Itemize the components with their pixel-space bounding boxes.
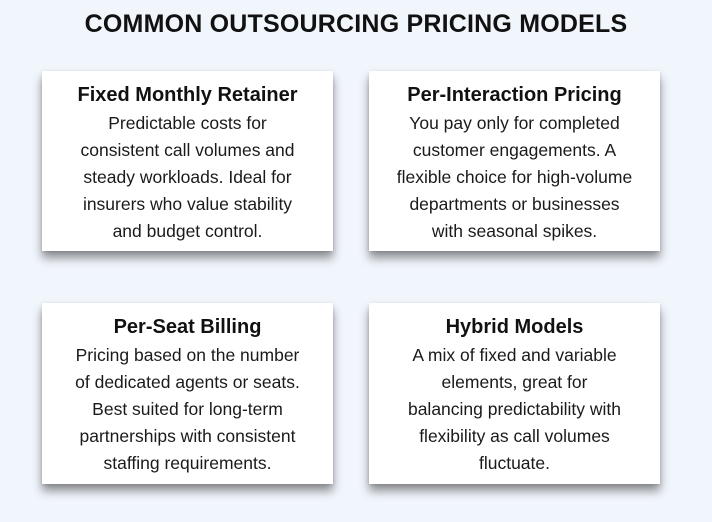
card-text-line: customer engagements. A (412, 140, 617, 160)
card-text-line: consistent call volumes and (80, 140, 295, 160)
card-text-line: A mix of fixed and variable (412, 345, 617, 365)
card-text-line: elements, great for (441, 372, 588, 392)
card-text-line: and budget control. (112, 221, 263, 241)
card-text-line: of dedicated agents or seats. (75, 372, 300, 392)
card-text-line: fluctuate. (478, 453, 551, 473)
card-per-seat-billing (42, 303, 333, 484)
card-text-line: Pricing based on the number (75, 345, 300, 365)
card-text-line: departments or businesses (409, 194, 620, 214)
card-text-line: steady workloads. Ideal for (83, 167, 292, 187)
card-description (379, 110, 650, 245)
card-description (52, 110, 323, 245)
card-text-line: You pay only for completed (409, 113, 620, 133)
card-text-line: balancing predictability with (407, 399, 622, 419)
card-per-interaction-pricing (369, 71, 660, 251)
card-fixed-monthly-retainer (42, 71, 333, 251)
card-text-line: flexible choice for high-volume (396, 167, 633, 187)
card-text-line: staffing requirements. (103, 453, 272, 473)
card-description (52, 342, 323, 477)
card-title: Per-Seat Billing (113, 316, 262, 338)
card-text-line: insurers who value stability (82, 194, 293, 214)
card-text-line: partnerships with consistent (79, 426, 296, 446)
card-text-line: Predictable costs for (108, 113, 267, 133)
card-text-line: flexibility as call volumes (419, 426, 610, 446)
card-title: Fixed Monthly Retainer (77, 84, 298, 106)
card-hybrid-models (369, 303, 660, 484)
card-title: Hybrid Models (445, 316, 584, 338)
page-title: COMMON OUTSOURCING PRICING MODELS (84, 10, 628, 38)
card-text-line: Best suited for long-term (92, 399, 283, 419)
card-description (379, 342, 650, 477)
card-text-line: with seasonal spikes. (431, 221, 598, 241)
card-title: Per-Interaction Pricing (407, 84, 622, 106)
